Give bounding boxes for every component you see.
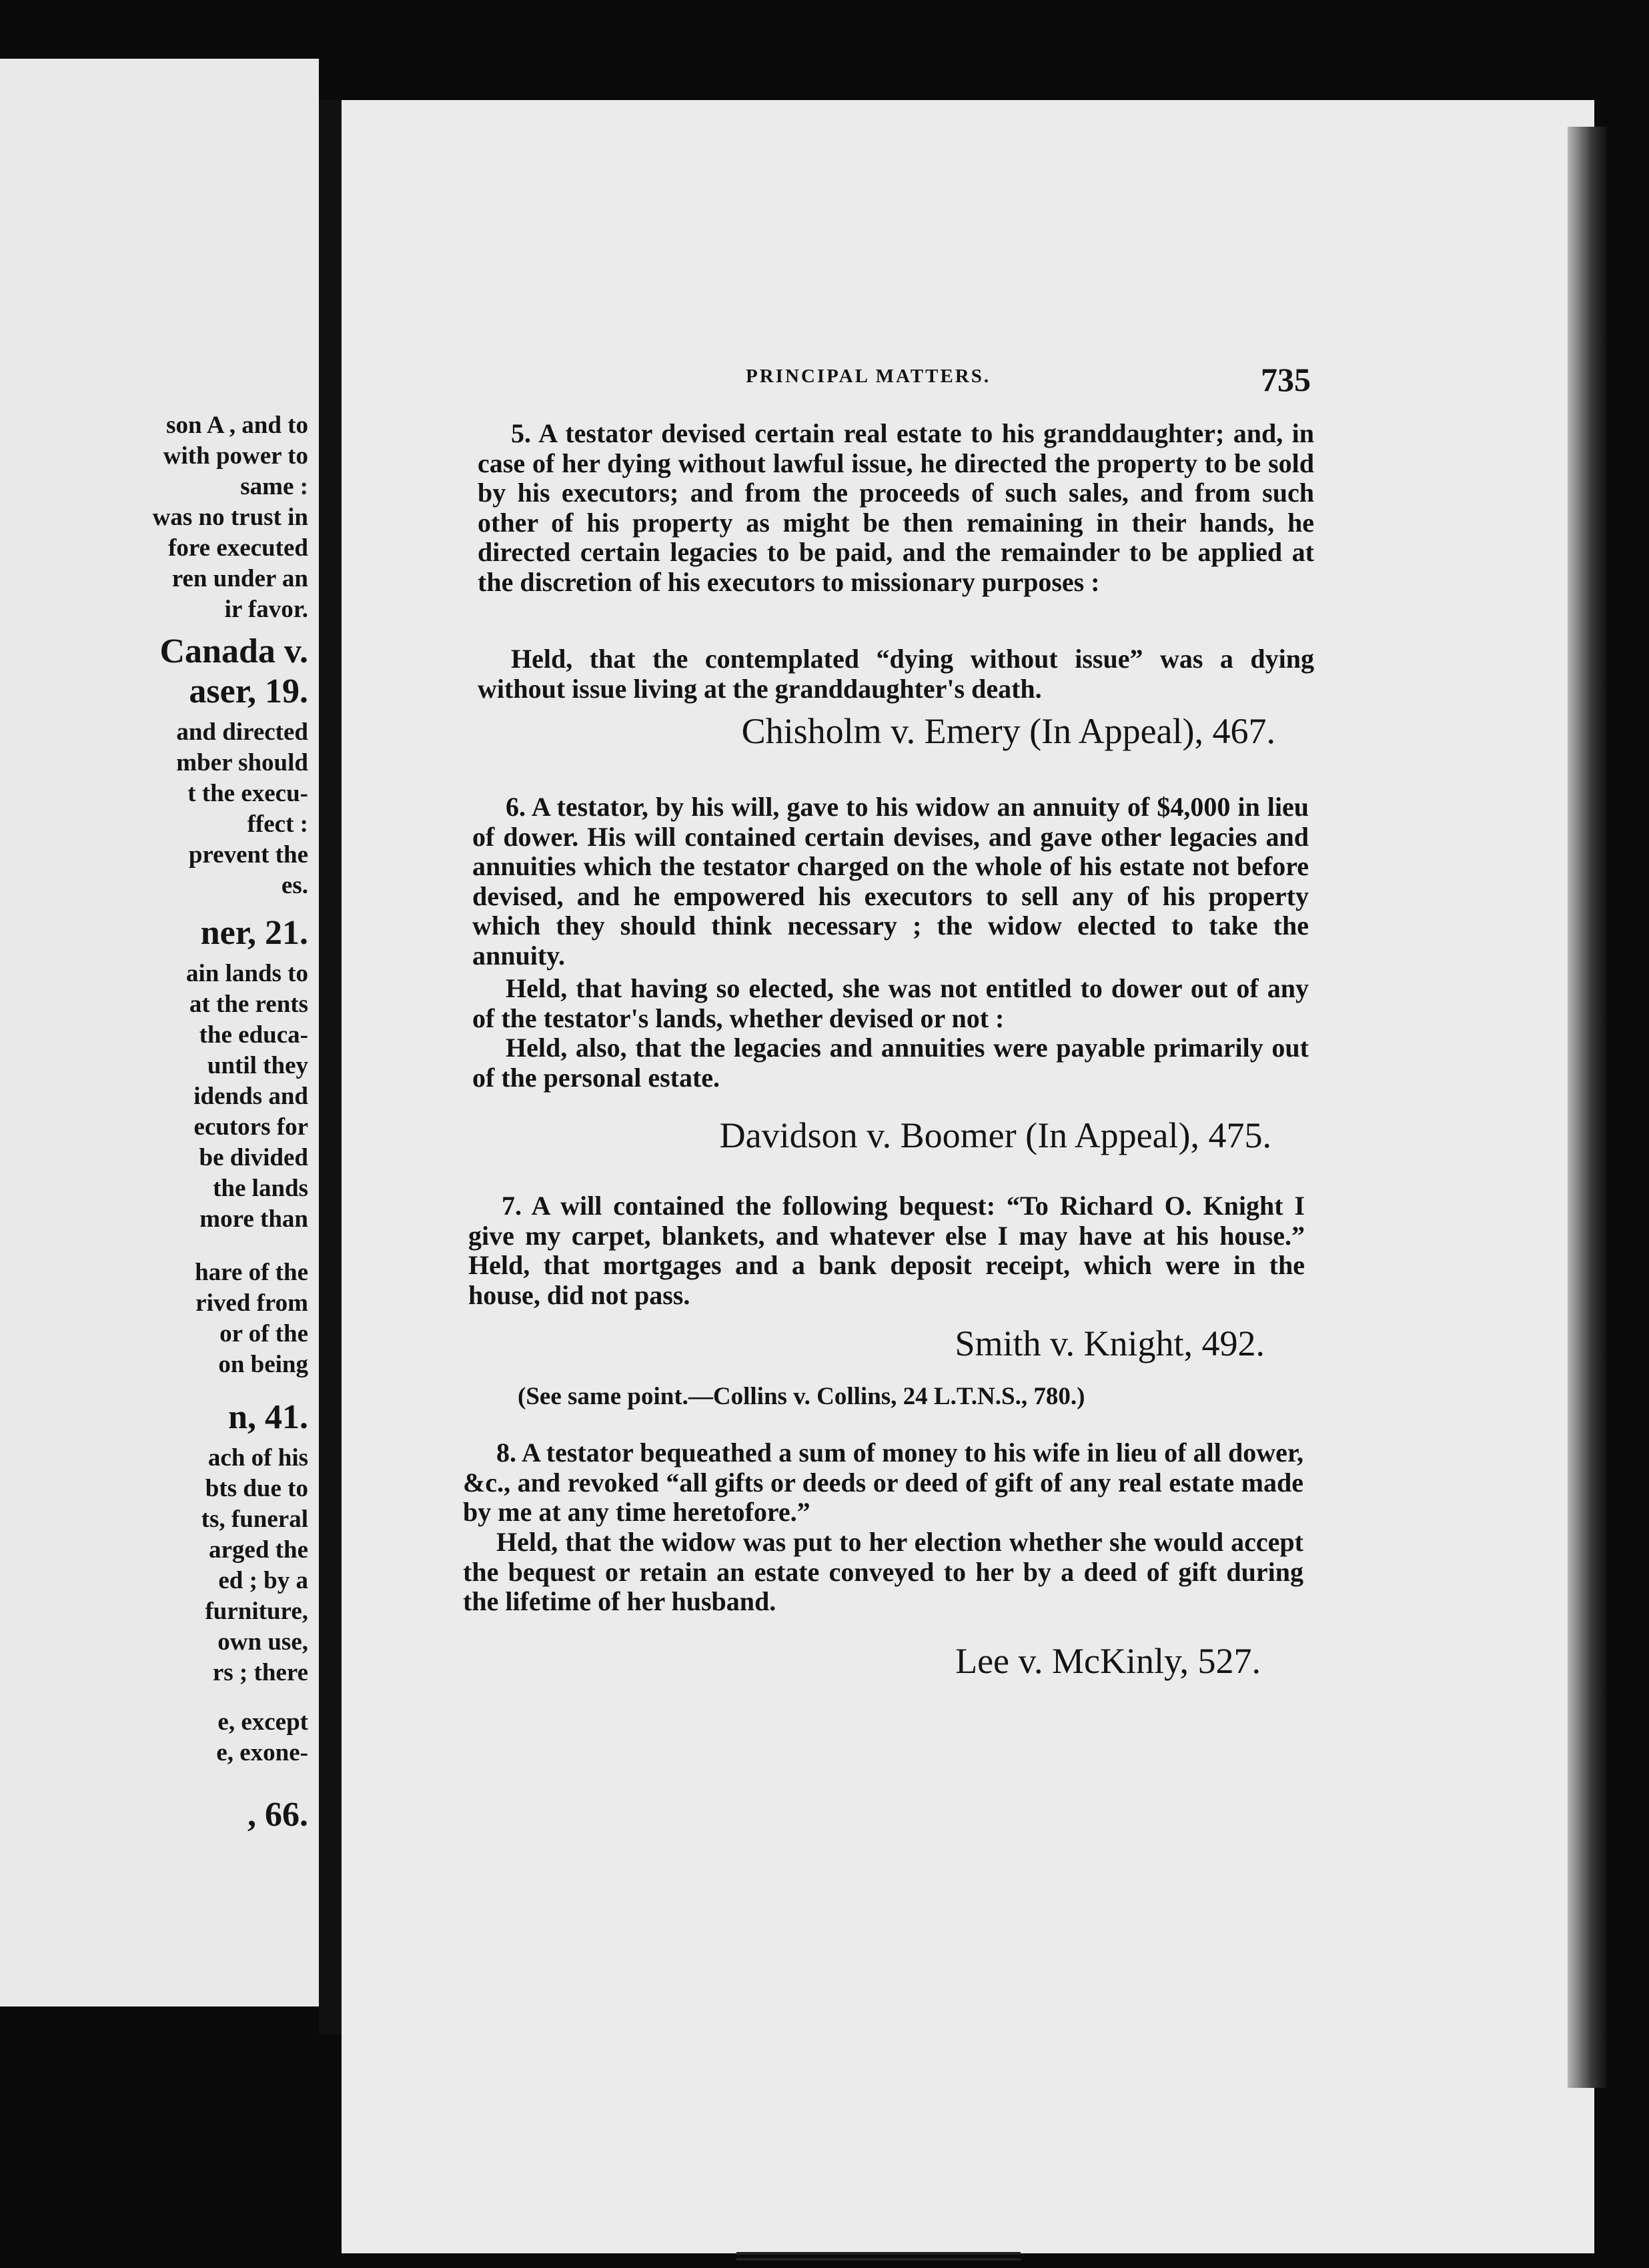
entry-7-see-same-point: (See same point.—Collins v. Collins, 24 L.T.N.S., 780.) <box>518 1383 1085 1410</box>
entry-8-text: 8. A testator bequeathed a sum of money to his wife in lieu of all dower, &c., and revoked “all gifts or deeds or deed of gift of any real estate made by me at any time heretofore.” <box>463 1438 1303 1527</box>
entry-5-text: 5. A testator devised certain real estate to his granddaughter; and, in case of her dying without lawful issue, he directed the property to be sold by his executors; and from the proceeds of such sales, and from such other of his property as might be then remaining in their hands, he directed certain legacies to be paid, and the remainder to be applied at the discretion of his executors to missionary purposes : <box>478 418 1314 597</box>
left-page-line: or of the <box>219 1320 308 1347</box>
entry-8-held: Held, that the widow was put to her election whether she would accept the bequest or retain an estate conveyed to her by a deed of gift during the lifetime of her husband. <box>463 1527 1303 1616</box>
left-page-line: the lands <box>213 1175 308 1202</box>
left-page-line: own use, <box>217 1628 308 1656</box>
left-page-case-heading: ner, 21. <box>200 914 308 952</box>
left-page-line: es. <box>281 872 308 899</box>
left-page-line: be divided <box>199 1144 308 1171</box>
left-page-line: hare of the <box>195 1259 308 1286</box>
page-number: 735 <box>1261 361 1311 398</box>
left-page-line: ain lands to <box>185 960 308 987</box>
left-page-line: fore executed <box>168 534 308 562</box>
left-page-line: and directed <box>176 718 308 746</box>
entry-6-text: 6. A testator, by his will, gave to his widow an annuity of $4,000 in lieu of dower. His will contained certain devises, and gave other legacies and annuities which the testator charged on the whole of his estate not before devised, and he empowered his executors to sell any of his property which they should think necessary ; the widow elected to take the annuity. <box>472 792 1309 971</box>
entry-6-held-also: Held, also, that the legacies and annuities were payable primarily out of the personal estate. <box>472 1033 1309 1093</box>
left-page-line: same : <box>240 473 308 500</box>
left-page-line: ach of his <box>207 1444 308 1472</box>
left-page-line: rived from <box>195 1289 308 1317</box>
left-page-case-heading: Canada v. <box>159 632 308 670</box>
left-page-line: furniture, <box>205 1598 308 1625</box>
closing-double-rule <box>736 2252 1021 2261</box>
entry-5-case-citation: Chisholm v. Emery (In Appeal), 467. <box>741 711 1275 751</box>
left-page-line: ed ; by a <box>218 1567 308 1594</box>
left-page-line: ecutors for <box>193 1113 308 1141</box>
left-page-line: rs ; there <box>212 1659 308 1686</box>
left-page-line: ffect : <box>247 810 308 838</box>
left-page-line: son A , and to <box>166 412 308 439</box>
left-page-case-heading: n, 41. <box>228 1398 308 1436</box>
left-page-line: until they <box>207 1052 308 1079</box>
book-gutter <box>319 100 342 2035</box>
entry-7-text: 7. A will contained the following bequest: “To Richard O. Knight I give my carpet, blankets, and whatever else I may have at his house.” Held, that mortgages and a bank deposit receipt, which were in the house, did not pass. <box>468 1191 1305 1310</box>
left-page-line: idends and <box>193 1083 308 1110</box>
left-page-line: at the rents <box>189 991 308 1018</box>
left-page-line: on being <box>218 1351 308 1378</box>
entry-5-held: Held, that the contemplated “dying without issue” was a dying without issue living at the granddaughter's death. <box>478 644 1314 704</box>
left-page-line: ir favor. <box>224 596 308 623</box>
left-facing-page <box>0 59 319 2007</box>
left-page-line: was no trust in <box>152 504 308 531</box>
entry-6-case-citation: Davidson v. Boomer (In Appeal), 475. <box>719 1115 1271 1155</box>
left-page-line: arged the <box>209 1536 308 1564</box>
left-page-line: e, except <box>217 1708 308 1736</box>
entry-6-held: Held, that having so elected, she was not entitled to dower out of any of the testator's lands, whether devised or not : <box>472 973 1309 1033</box>
left-page-line: with power to <box>163 442 308 470</box>
left-page-line: e, exone- <box>216 1739 308 1766</box>
left-page-case-heading: , 66. <box>247 1796 308 1834</box>
entry-8-case-citation: Lee v. McKinly, 527. <box>955 1641 1261 1681</box>
left-page-line: prevent the <box>188 841 308 869</box>
entry-7-case-citation: Smith v. Knight, 492. <box>955 1323 1265 1363</box>
left-page-line: ts, funeral <box>201 1506 308 1533</box>
running-head: PRINCIPAL MATTERS. <box>746 366 991 387</box>
left-page-line: bts due to <box>205 1475 308 1502</box>
left-page-line: ren under an <box>171 565 308 592</box>
page-edge-shadow <box>1568 127 1608 2088</box>
left-page-line: mber should <box>176 749 308 776</box>
left-page-line: the educa- <box>199 1021 308 1049</box>
left-page-line: more than <box>199 1205 308 1233</box>
left-page-case-heading: aser, 19. <box>189 672 308 710</box>
left-page-line: t the execu- <box>187 780 308 807</box>
